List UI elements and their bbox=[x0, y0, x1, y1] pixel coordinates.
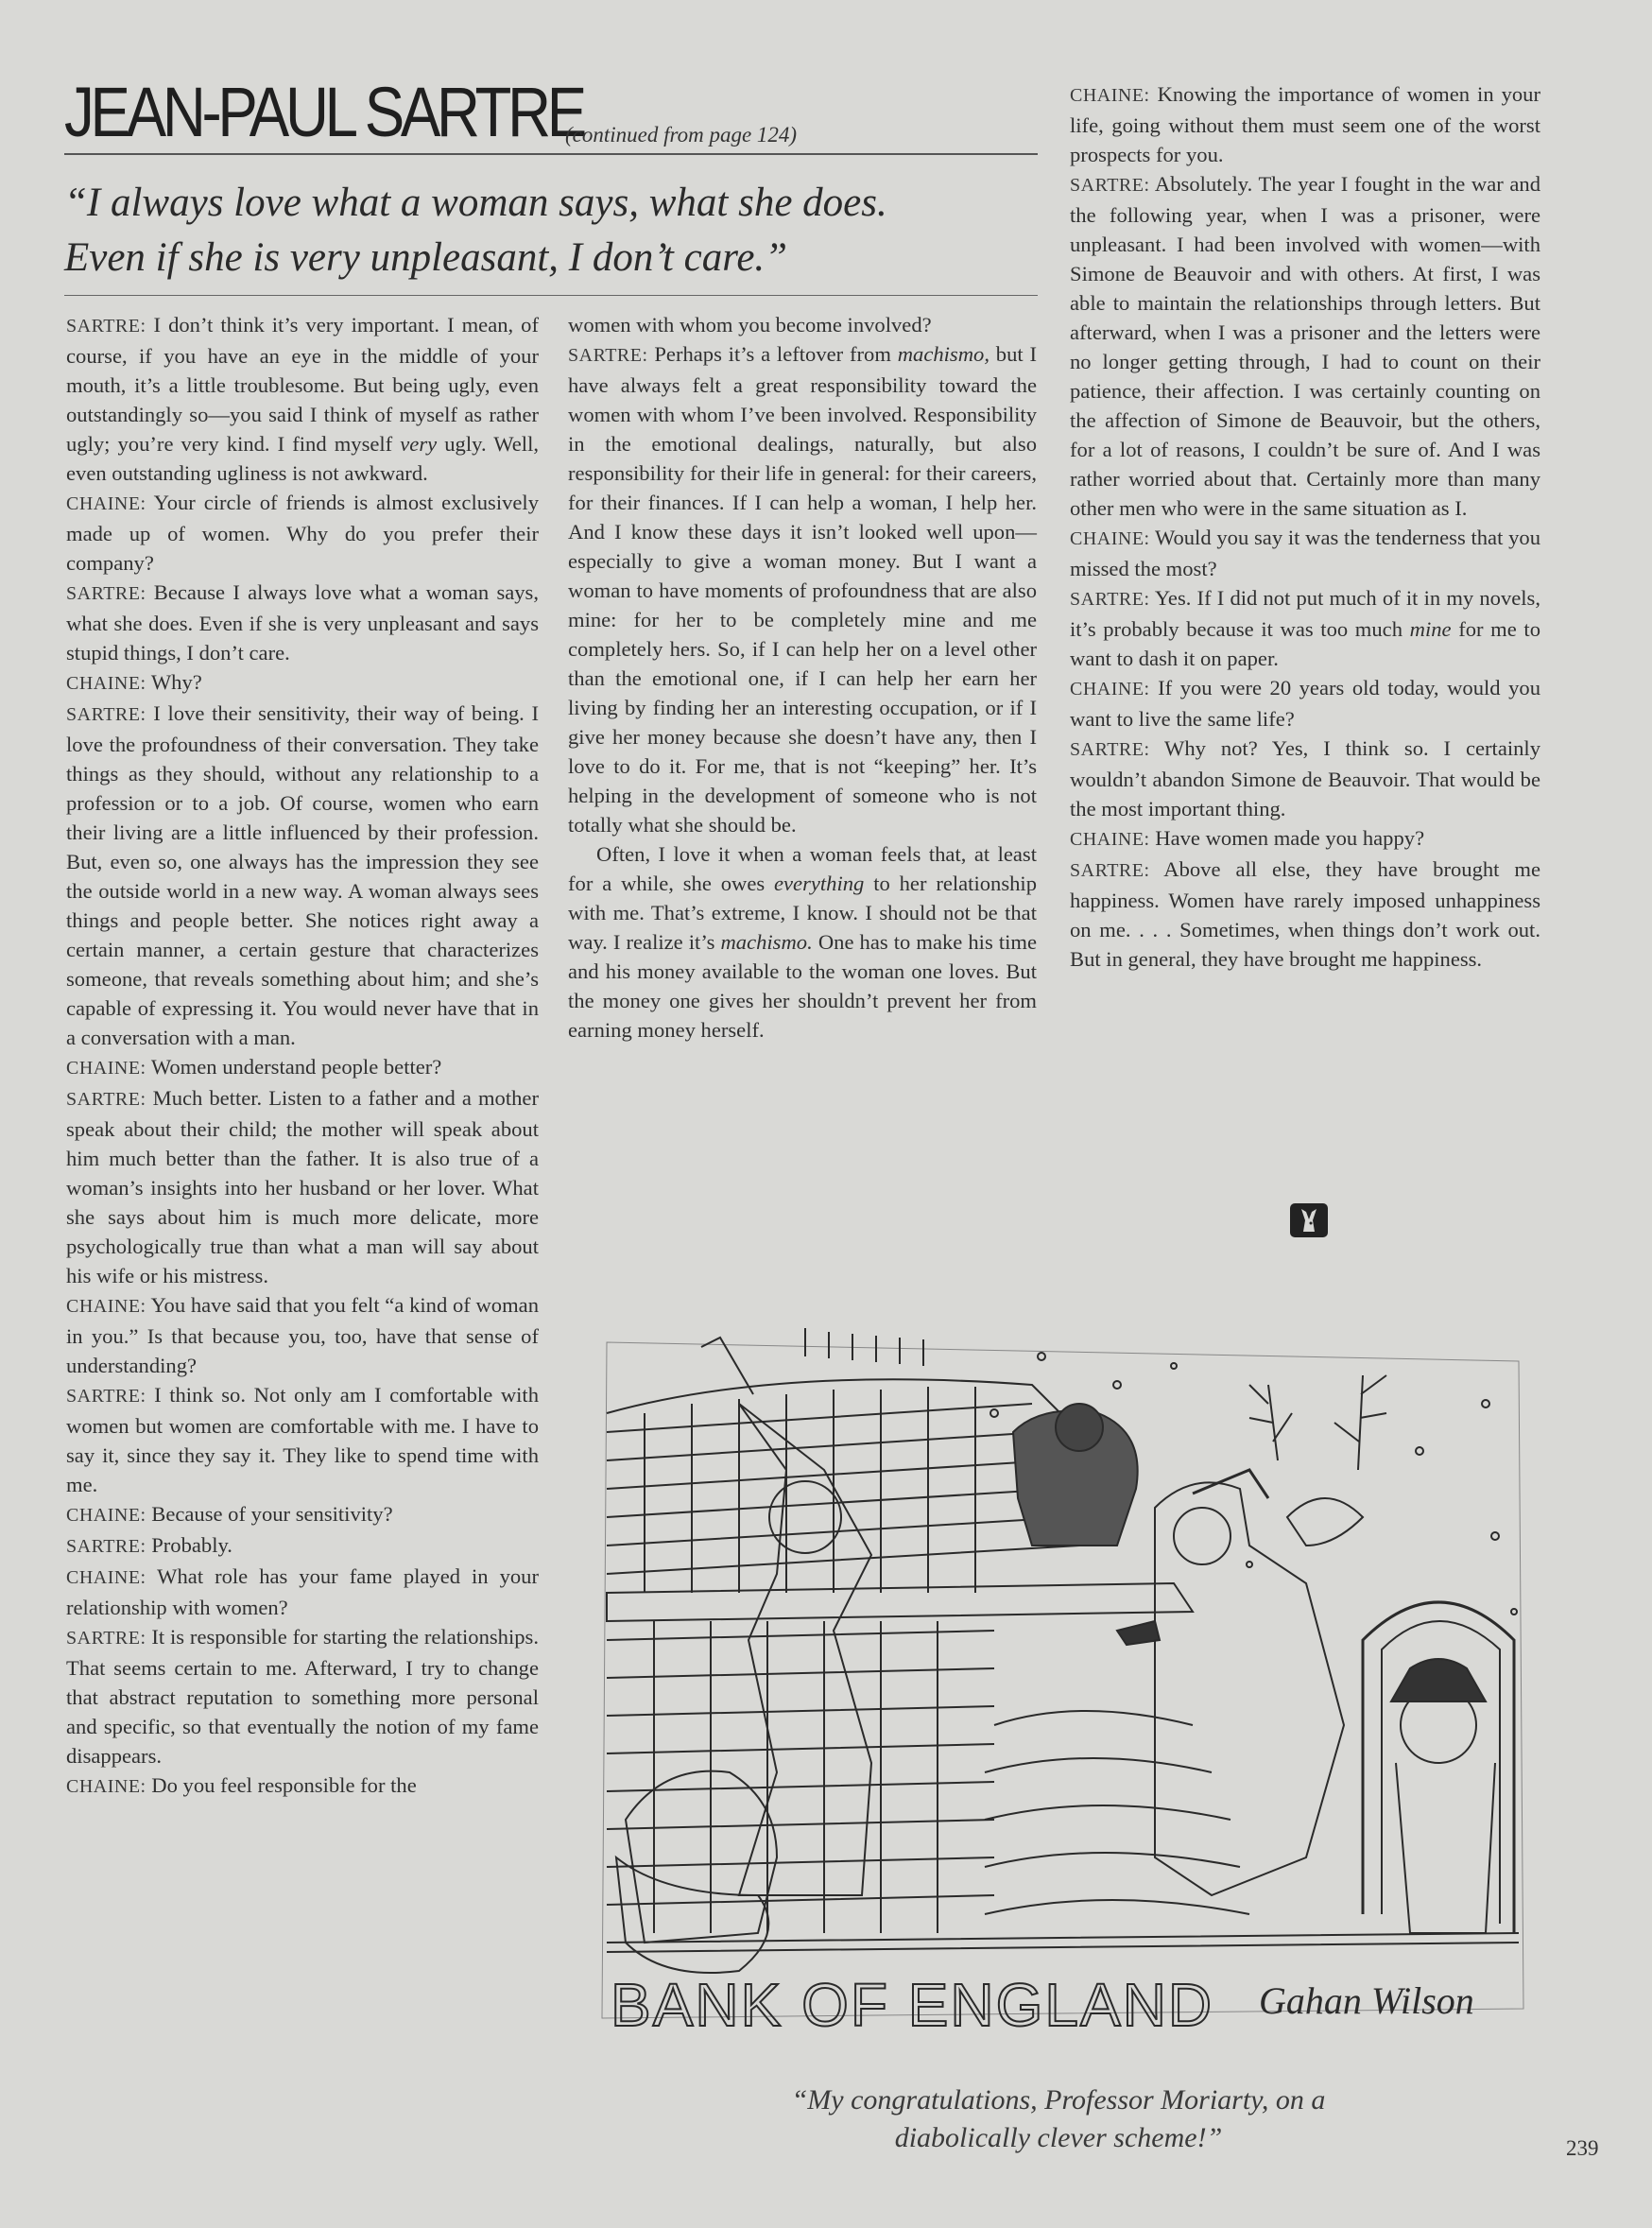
paragraph-text: Knowing the importance of women in your life, going without them must seem one of the worst prospects for you. bbox=[1070, 82, 1540, 166]
speaker: SARTRE: bbox=[66, 1628, 146, 1649]
paragraph bbox=[568, 339, 1037, 839]
paragraph bbox=[568, 310, 1037, 339]
article-title: JEAN-PAUL SARTRE bbox=[64, 73, 583, 151]
rabbit-head-icon bbox=[1290, 1203, 1328, 1237]
paragraph-text: ugly. Well, even outstanding ugliness is not awkward. bbox=[66, 432, 539, 485]
speaker: CHAINE: bbox=[1070, 85, 1150, 106]
cartoon-sign: BANK OF ENGLAND bbox=[611, 1971, 1214, 2039]
speaker: CHAINE: bbox=[66, 1505, 146, 1526]
speaker: CHAINE: bbox=[66, 1058, 146, 1079]
text-column-3 bbox=[1070, 79, 1540, 974]
page-number: 239 bbox=[1566, 2136, 1599, 2160]
paragraph-text: Probably. bbox=[146, 1533, 232, 1557]
text-column-1 bbox=[66, 310, 539, 1802]
speaker: CHAINE: bbox=[66, 673, 146, 694]
paragraph-text: I don’t think it’s very important. I mean, of course, if you have an eye in the middle of your mouth, it’s a little troublesome. But being ugly, even outstandingly so—you said I think of myself as rather ugly; you’re very kind. I find myself bbox=[66, 313, 539, 456]
speaker: SARTRE: bbox=[568, 345, 648, 366]
paragraph bbox=[66, 1622, 539, 1770]
speaker: SARTRE: bbox=[66, 1536, 146, 1557]
paragraph-text: Absolutely. The year I fought in the war and the following year, when I was a prisoner, were unpleasant. I had been involved with women—with Simone de Beauvoir and with others. At first, I was able to maintain the relationships through letters. But afterward, when I was a prisoner and the letters were no longer getting through, I had to count on their patience, their affection. I was certainly counting on the affection of Simone de Beauvoir, but the others, for a lot of reasons, I couldn’t be sure of. And I was rather worried about that. Certainly more than many other men who were in the same situation as I. bbox=[1070, 172, 1540, 520]
emphasis: machismo, bbox=[897, 342, 989, 366]
speaker: SARTRE: bbox=[1070, 860, 1150, 881]
speaker: CHAINE: bbox=[66, 1296, 146, 1317]
paragraph-text: Perhaps it’s a leftover from bbox=[647, 342, 898, 366]
speaker: CHAINE: bbox=[1070, 679, 1150, 699]
speaker: SARTRE: bbox=[66, 1386, 146, 1407]
speaker: CHAINE: bbox=[1070, 829, 1150, 850]
paragraph-text: to her relationship with me. That’s extreme, I know. I should not be that way. I realize it’s bbox=[568, 872, 1037, 954]
cartoon-caption bbox=[605, 2081, 1512, 2157]
paragraph-text: Women understand people better? bbox=[146, 1055, 442, 1079]
speaker: CHAINE: bbox=[1070, 528, 1150, 549]
speaker: CHAINE: bbox=[66, 1567, 146, 1588]
paragraph-text: for me to want to dash it on paper. bbox=[1070, 617, 1540, 670]
emphasis: everything bbox=[774, 872, 865, 895]
pull-quote bbox=[64, 176, 1057, 285]
paragraph-text: Much better. Listen to a father and a mother speak about their child; the mother will speak about him much better than the father. It is also true of a woman’s insights into her husband or her lover. What she says about him is much more delicate, more psychologically true than what a man will say about his wife or his mistress. bbox=[66, 1086, 539, 1287]
cartoon-illustration bbox=[588, 1328, 1533, 2056]
paragraph-text: Why not? Yes, I think so. I certainly wouldn’t abandon Simone de Beauvoir. That would be the most important thing. bbox=[1070, 736, 1540, 820]
header-rule bbox=[64, 153, 1038, 155]
paragraph-text: Do you feel responsible for the bbox=[146, 1773, 417, 1797]
paragraph bbox=[66, 1380, 539, 1499]
continued-note: (continued from page 124) bbox=[565, 123, 798, 147]
paragraph bbox=[1070, 523, 1540, 583]
paragraph bbox=[1070, 583, 1540, 673]
paragraph bbox=[1070, 79, 1540, 169]
speaker: CHAINE: bbox=[66, 493, 146, 514]
paragraph bbox=[568, 839, 1037, 1045]
paragraph-text: Have women made you happy? bbox=[1149, 826, 1425, 850]
paragraph bbox=[66, 1083, 539, 1290]
caption-line-1: “My congratulations, Professor Moriarty, on a bbox=[791, 2084, 1326, 2116]
paragraph bbox=[66, 1290, 539, 1380]
pull-quote-line-2: Even if she is very unpleasant, I don’t care.” bbox=[64, 235, 788, 280]
paragraph-text: It is responsible for starting the relationships. That seems certain to me. Afterward, I try to change that abstract reputation to something more personal and specific, so that eventually the notion of my fame disappears. bbox=[66, 1625, 539, 1768]
pull-quote-line-1: “I always love what a woman says, what she does. bbox=[64, 181, 887, 225]
paragraph bbox=[66, 1052, 539, 1083]
paragraph bbox=[66, 488, 539, 578]
speaker: SARTRE: bbox=[66, 316, 146, 337]
paragraph bbox=[66, 578, 539, 667]
paragraph-text: women with whom you become involved? bbox=[568, 313, 932, 337]
paragraph-text: but I have always felt a great responsibility toward the women with whom I’ve been involved. Responsibility in the emotional dealings, naturally, but also responsibility for their life in general: for their careers, for their finances. If I can help a woman, I help her. And I know these days it isn’t looked well upon—especially to give a woman money. But I want a woman to have moments of profoundness that are also mine: for her to be completely mine and me completely hers. So, if I can help her on a level other than the emotional one, if I can help her earn her living by finding her an interesting occupation, or if I give her money because she doesn’t have any, then I love to do it. For me, that is not “keeping” her. It’s helping in the development of someone who is not totally what she should be. bbox=[568, 342, 1037, 837]
paragraph-text: I love their sensitivity, their way of being. I love the profoundness of their conversation. They take things as they should, without any relationship to a profession or to a job. Of course, women who earn their living are a little influenced by their profession. But, even so, one always has the impression they see the outside world in a new way. A woman always sees things and people better. She notices right away a certain manner, a certain gesture that characterizes someone, that reveals something about him; and she’s capable of expressing it. You would never have that in a conversation with a man. bbox=[66, 701, 539, 1049]
paragraph-text: You have said that you felt “a kind of woman in you.” Is that because you, too, have that sense of understanding? bbox=[66, 1293, 539, 1377]
paragraph bbox=[1070, 855, 1540, 974]
emphasis: very bbox=[400, 432, 438, 456]
paragraph-text: If you were 20 years old today, would you want to live the same life? bbox=[1070, 676, 1540, 731]
paragraph-text: Yes. If I did not put much of it in my novels, it’s probably because it was too much bbox=[1070, 586, 1540, 641]
speaker: SARTRE: bbox=[1070, 175, 1150, 196]
paragraph-text: Your circle of friends is almost exclusively made up of women. Why do you prefer their company? bbox=[66, 491, 539, 575]
paragraph bbox=[66, 310, 539, 488]
emphasis: machismo. bbox=[720, 930, 813, 954]
pull-quote-rule bbox=[64, 295, 1038, 296]
paragraph bbox=[66, 1562, 539, 1622]
paragraph bbox=[66, 699, 539, 1052]
paragraph bbox=[66, 1770, 539, 1802]
cartoon-signature: Gahan Wilson bbox=[1259, 1979, 1474, 2022]
speaker: SARTRE: bbox=[1070, 589, 1150, 610]
paragraph bbox=[1070, 169, 1540, 523]
paragraph-text: Would you say it was the tenderness that you missed the most? bbox=[1070, 526, 1540, 580]
speaker: SARTRE: bbox=[66, 1089, 146, 1110]
paragraph bbox=[66, 667, 539, 699]
paragraph bbox=[66, 1499, 539, 1530]
paragraph-text: Why? bbox=[146, 670, 202, 694]
speaker: SARTRE: bbox=[1070, 739, 1150, 760]
paragraph bbox=[66, 1530, 539, 1562]
speaker: SARTRE: bbox=[66, 583, 146, 604]
paragraph-text: I think so. Not only am I comfortable with women but women are comfortable with me. I have to say it, since they say it. They like to spend time with me. bbox=[66, 1383, 539, 1496]
paragraph-text: What role has your fame played in your relationship with women? bbox=[66, 1564, 539, 1619]
paragraph-text: Often, I love it when a woman feels that, at least for a while, she owes bbox=[568, 842, 1037, 895]
paragraph-text: Because I always love what a woman says, what she does. Even if she is very unpleasant and says stupid things, I don’t care. bbox=[66, 580, 539, 665]
paragraph bbox=[1070, 734, 1540, 823]
paragraph bbox=[1070, 673, 1540, 734]
paragraph-text: Because of your sensitivity? bbox=[146, 1502, 393, 1526]
emphasis: mine bbox=[1409, 617, 1452, 641]
caption-line-2: diabolically clever scheme!” bbox=[894, 2122, 1223, 2153]
paragraph bbox=[1070, 823, 1540, 855]
speaker: CHAINE: bbox=[66, 1776, 146, 1797]
paragraph-text: Above all else, they have brought me happiness. Women have rarely imposed unhappiness on me. . . . Sometimes, when things don’t work out. But in general, they have brought me happiness. bbox=[1070, 857, 1540, 971]
text-column-2 bbox=[568, 310, 1037, 1045]
paragraph-text: One has to make his time and his money available to the woman one loves. But the money one gives her shouldn’t prevent her from earning money herself. bbox=[568, 930, 1037, 1042]
speaker: SARTRE: bbox=[66, 704, 146, 725]
